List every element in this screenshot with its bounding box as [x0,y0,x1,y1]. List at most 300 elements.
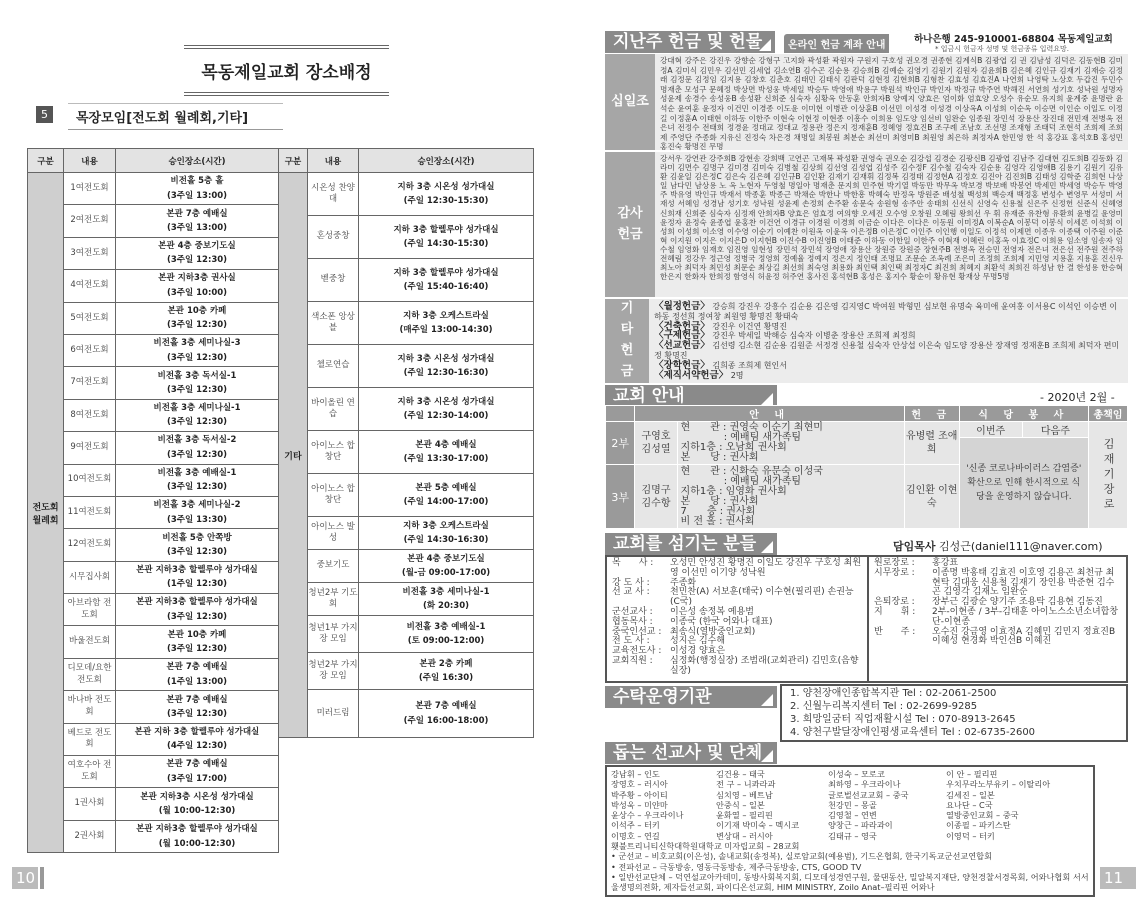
table-row [28,658,279,690]
place-name: 본관 10층 카페 [167,305,227,316]
missionary-item: 장영호 – 러시아 [611,779,668,790]
place-name: 본관 7층 예배실 [166,208,228,219]
service-3-leaders: 김명구 김수항 [635,465,677,529]
servant-role: 목 사 : [612,558,654,568]
table-row [279,302,534,345]
servant-role: 교육전도사 : [612,646,662,657]
offering-type: 〈장학헌금〉 [654,359,710,371]
service-2-duties [677,422,904,465]
place-time: (3주일 12:30) [166,644,228,655]
meeting-name: 벧중창 [308,259,359,302]
other-offering-block [605,299,1128,383]
missions-header [605,742,777,764]
place-time: (3주일 13:00) [166,190,228,201]
meeting-place [359,431,534,474]
trust-item: 4. 양천구발달장애인평생교육센터 Tel : 02-6735-2600 [790,727,1036,738]
col-header-category: 구분 [28,149,64,173]
servant-role: 시무장로 : [874,567,915,578]
meeting-place [116,399,279,431]
meeting-place [116,820,279,852]
table-row [279,583,534,616]
table-row [279,431,534,474]
meeting-place [116,658,279,690]
meeting-name: 8여전도회 [64,399,116,431]
trust-header-text: 수탁운영기관 [613,687,712,707]
table-row [28,496,279,528]
trust-item: 3. 희망일굼터 직업재활시설 Tel : 070-8913-2645 [790,714,1016,725]
table-row [28,334,279,366]
meeting-place [359,583,534,616]
place-time: (주일 12:30-14:00) [403,411,489,421]
offering-header-text: 지난주 헌금 및 헌물 [613,32,763,52]
servant-names: 이은성 송정복 예용범 [670,606,754,617]
duty-line: : 예배팀 새가족팀 [680,475,802,487]
duty-line: 현 관 : 권영숙 이순기 최현미 [680,422,823,433]
servants-box [605,555,1128,683]
info-col-cafeteria: 식 당 봉 사 [959,406,1088,422]
this-week: 이번주 [959,422,1022,438]
cafeteria-notice: '신종 코로나바이러스 감염증' 확산으로 인해 한시적으로 식당을 운영하지 않습니다. [959,438,1088,529]
place-name: 본관 7층 예배실 [415,701,477,712]
meeting-place [116,723,279,755]
offering-names: 강진우 박세일 박해승 심숙자 이병춘 장용산 조희제 최정희 [712,331,916,341]
table-row [28,723,279,755]
meeting-place [116,205,279,237]
missionary-item: 윤화열 – 필리핀 [716,810,773,821]
place-time: (3주일 12:30) [166,385,228,396]
place-name: 비전홀 5층 홀 [170,176,224,187]
corner-icon [759,39,771,51]
missionary-item: 이성숙 – 모로코 [828,769,885,779]
thanks-names: 강서우 강연관 강주희B 강현송 강희백 고연곤 고재복 곽성환 권영숙 권오순 김강섭 김경순 김광신B 김광엽 김남주 김대현 김도희B 김동화 김라미 김면수 김명구 김미경 김미숙 김병철 김상희 김선영 김성엽 김성주 김수정F 김수철 김숙자 김순용 김영각 김영애B 김용기 김원기 김유환 김윤일 김은정C 김은숙 김은혜 김인규B 김인환 김재기 김재휘 김정복 김정태 김정현A 김정호 김진아 김진희B 김태성 김학준 김희현 나상일 남다민 남상용 노 옥 노현자 두영철 명일아 명재춘 문지희 민주현 박기열 박동만 박무옥 박보경 박보배 박봉연 박세민 박세영 박승두 박영주 박유영 박인규 박재서 박종훈 박종근 박채순 박한나 박한흥 박혜숙 반정옥 방원준 배성철 백성희 백승재 백정홍 변성수 변영무 서성미 서재성 서혜임 성경남 성기호 성낙원 성윤제 손정희 손주환 송문숙 송원형 송주안 송태희 신선식 신영숙 신용철 신은주 신정헌 신준식 신혜영 신희재 신희준 심숙자 심정재 안희자B 양효은 엄효정 여의향 오세진 오수영 오창원 오혜림 왕희선 우 휘 유재준 유찬형 유환희 윤병길 윤영미 윤정자 윤정숙 윤종엽 윤홍찬 이건연 이경규 이경원 이경희 이금순 이다은 이다은 이동원 이미정A 이복순A 이봉덕 이봉식 이세론 이석희 이성희 이성희 이소영 이수영 이순기 이예찬 이원옥 이윤옥 이은정B 이은정C 이인주 이인행 이일도 이정석 이제면 이종우 이종택 이주원 이준혁 이지원 이지은 이지은D 이지현B 이진수B 이진영B 이태준 이하동 이한일 이한주 이혁재 이혜린 이홍옥 이효정C 이희용 임소영 임송자 임수철 임영화 임재호 임진영 임현성 장민석 장민석 장영애 장용산 장원증 장원증 장현주B 전병옥 전승민 전영자 전은녀 전은선 전주원 전주하 전혜림 정강우 정근영 정병국 정영희 정예율 정예지 정은지 정인태 조명묘 조문순 조옥례 조은미 조정희 조희제 지민영 지용훈 지용훈 진신우 최노아 최덕자 최민성 최문순 최상길 최선희 최숙영 최용화 최인택 최인택 최정자C 최진희 최혜지 최환석 최희진 하성남 한 결 한성용 한승혁 한은지 한화자 한희정 함영식 허윤정 허주연 홍사진 홍석현B 홍성은 홍지수 황순이 황유현 황재상 무명5명 [660,154,1123,282]
service-2: 2부 [606,422,635,465]
missionary-item: 이종필 – 파키스탄 [946,820,1011,831]
place-time: (3주일 13:00) [166,223,228,234]
offering-type: 〈제직서약헌금〉 [654,369,729,381]
church-info-header [605,385,777,407]
other-offering-item [654,302,1123,322]
place-time: (3주일 12:30) [166,320,228,331]
servants-right [869,557,1126,681]
place-time: (월 10:00-12:30) [158,806,236,817]
place-name: 비전홀 3층 예배실-1 [157,467,237,478]
missionary-item: 변상대 – 러시아 [716,830,773,841]
senior-pastor-name: 김성근(daniel111@naver.com) [939,540,1103,553]
duty-line: 7 층 : 권사회 [680,505,756,517]
servant-role: 원로장로 : [874,558,915,568]
mission-organizations [611,841,1089,892]
trust-item: 1. 양천장애인종합복지관 Tel : 02-2061-2500 [790,688,997,699]
servant-role: 전 도 사 : [612,636,650,647]
trust-header [605,686,777,708]
place-name: 본관 지하3층 할렐루야 성가대실 [136,564,258,575]
meeting-name: 청년2부 기도회 [308,583,359,616]
table-row [28,367,279,399]
other-offering-item [654,341,1123,361]
place-name: 비전홀 3층 세미나실-2 [153,500,241,511]
place-time: (3주일 12:30) [166,352,228,363]
meeting-name: 청년2부 가지장 모임 [308,653,359,690]
other-label: 기타 헌금 [605,299,649,383]
place-name: 본관 2층 카페 [419,658,473,669]
meeting-name: 12여전도회 [64,529,116,561]
place-name: 비전홀 3층 예배실-1 [406,621,486,632]
table-row [279,259,534,302]
offering-names: 강승희 강진우 강흥수 김순용 김은영 김지영C 박여원 박형민 심보현 유명숙 육미애 윤여홍 이서용C 이석인 이승변 이하동 정선희 정여창 최원영 황명진 황태숙 [654,302,1118,321]
meeting-name: 청년1부 가지장 모임 [308,616,359,653]
place-name: 지하 3층 오케스트라실 [403,520,489,531]
table-row [279,173,534,216]
table-row [279,653,534,690]
meeting-place [116,432,279,464]
servant-names: 오성민 안성진 황명진 이일도 강진우 구호성 최원영 이선민 이기양 성낙원 [670,558,862,578]
service-2-offering: 유병렬 조애희 [904,422,959,465]
servant-row [874,628,1121,648]
next-week: 다음주 [1022,422,1088,438]
place-name: 비전홀 3층 독서실-1 [157,370,237,381]
meeting-place [359,388,534,431]
senior-pastor-label: 담임목사 [893,540,936,553]
missionary-item: 최하영 – 우크라이나 [828,779,901,790]
room-assignment-table-left [27,148,279,853]
meeting-place [359,259,534,302]
place-name: 지하 3층 할렐루야 성가대실 [393,267,499,278]
meeting-place [116,302,279,334]
table-row [279,517,534,550]
missionary-item: 박성욱 – 미얀마 [611,799,668,810]
place-name: 본관 10층 카페 [167,629,227,640]
servant-role: 선 교 사 : [612,587,650,598]
meeting-place [116,173,279,205]
servant-names: 천민찬(A) 서보훈(태국) 이수현(필리핀) 손권능(C국) [670,587,854,608]
table-row [28,302,279,334]
servant-row [874,608,1121,628]
place-name: 본관 지하3층 시온성 성가대실 [140,791,254,802]
church-info-header-text: 교회 안내 [613,386,685,406]
place-time: (월-금 09:00-17:00) [401,568,491,578]
missionary-item: 이석주 – 터키 [611,820,660,831]
section-number: 5 [36,106,53,123]
table-row [28,594,279,626]
meeting-place [359,302,534,345]
meeting-name: 2여전도회 [64,205,116,237]
meeting-name: 바울전도회 [64,626,116,658]
place-name: 지하 3층 시온성 성가대실 [397,181,495,192]
place-name: 본관 지하3층 권사실 [158,273,236,284]
servants-header [605,533,777,555]
table-row [279,388,534,431]
place-time: (주일 16:30) [418,673,474,683]
place-time: (1주일 12:30) [166,579,228,590]
table-row [279,474,534,517]
meeting-place [359,690,534,738]
missionary-item: 이영덕 – 터키 [946,830,995,841]
missionary-item: 안중식 – 일본 [716,799,765,810]
meeting-name: 시무집사회 [64,561,116,593]
place-time: (3주일 12:30) [166,708,228,719]
servants-left [607,557,869,681]
meeting-place [359,550,534,583]
meeting-place [359,517,534,550]
missions-header-text: 돕는 선교사 및 단체 [613,743,763,763]
meeting-name: 10여전도회 [64,464,116,496]
servant-role: 은퇴장로 : [874,597,915,608]
corner-icon [761,541,773,553]
table-row [279,616,534,653]
trust-list [780,684,1128,742]
servant-names: 주종화 [670,577,697,588]
meeting-place [359,173,534,216]
offering-type: 〈선교헌금〉 [654,340,710,352]
duty-line: 비 전 홀 : 권사회 [680,515,755,527]
missionary-grid [611,769,1089,841]
servant-names: 오수진 강금영 이효정A 김혜민 김민지 정효진B 이혜성 현경화 박인선B 이혜진 [932,626,1116,647]
place-name: 지하 3층 시온성 성가대실 [397,396,495,407]
missionary-item: 이기재 박미숙 – 멕시코 [716,820,800,831]
duty-line: 본 당 : 권사회 [680,495,759,507]
service-2-leaders: 구영호 김성열 [635,422,677,465]
place-name: 본관 4층 예배실 [415,439,477,450]
meeting-place [116,788,279,820]
place-name: 비전홀 5층 안쪽방 [162,532,232,543]
servant-names: 성지은 김수해 [670,636,726,647]
info-col-blank [606,406,635,422]
meeting-place [116,334,279,366]
missionary-item: 심치영 – 베트남 [716,789,773,800]
meeting-place [116,270,279,302]
place-time: (주일 16:00-18:00) [403,715,489,726]
table-row [28,529,279,561]
meeting-place [116,626,279,658]
servant-row [612,588,862,608]
info-date: - 2020년 2월 - [1040,391,1115,404]
servant-row [612,559,862,579]
place-time: (3주일 12:30) [166,611,228,622]
duty-line: 본 당 : 권사회 [680,452,759,463]
page-number: 10 [12,867,38,889]
other-offering-item [654,331,1123,341]
meeting-place [116,561,279,593]
mission-line: • 군선교 – 비호교회(이은성), 솔내교회(송정복), 실로암교회(예용범), 기드온협회, 한국기독교군선교연합회 [611,851,992,862]
duty-line: 지하1층 : 임영화 권사회 [680,485,787,497]
offering-type: 〈구제헌금〉 [654,330,710,342]
meeting-place [116,237,279,269]
offering-names: 김선령 김소현 김순용 김원준 서정경 신용철 심숙자 안상섭 이은숙 임도양 장용산 장재영 정재훈B 조희제 최덕자 편미정 황명진 [654,341,1120,360]
servant-names: 홍강표 [932,558,959,568]
duty-line: 현 관 : 신화숙 유문숙 이성국 [680,465,823,477]
place-name: 지하 3층 오케스트라실 [403,310,489,321]
missionary-item: 요나단 – C국 [946,799,993,810]
meeting-name: 혼성중창 [308,216,359,259]
meeting-place [116,464,279,496]
col-header-place: 승인장소(시간) [359,149,534,173]
service-3: 3부 [606,465,635,529]
col-header-content: 내용 [64,149,116,173]
meeting-name: 1권사회 [64,788,116,820]
meeting-place [116,367,279,399]
servant-role: 지 휘 : [874,606,916,617]
place-name: 비전홀 3층 세미나실-3 [153,338,241,349]
table-row [28,432,279,464]
place-name: 비전홀 3층 세미나실-1 [402,586,490,597]
meeting-name: 7여전도회 [64,367,116,399]
place-name: 본관 지하3층 할렐루야 성가대실 [136,597,258,608]
place-time: (주일 12:30-16:30) [403,368,489,378]
corner-icon [761,694,773,706]
meeting-name: 아브라함 전도회 [64,594,116,626]
mission-line: • 전파선교 – 극동방송, 영동극동방송, 제주극동방송, CTS, GOOD TV [611,861,862,872]
missionary-item: 글로벌선교교회 – 중국 [828,789,909,800]
meeting-place [359,216,534,259]
place-time: (주일 14:30-16:30) [403,535,489,545]
meeting-name: 3여전도회 [64,237,116,269]
missionary-item: 강남휘 – 인도 [611,769,660,779]
servant-role: 반 주 : [874,626,916,637]
offering-type: 〈월정헌금〉 [654,301,710,312]
place-time: (3주일 12:30) [166,417,228,428]
place-time: (주일 15:40-16:40) [403,282,489,292]
meeting-place [116,529,279,561]
missionary-item: 김건용 – 태국 [716,769,765,779]
servant-role: 협동목사 : [612,616,653,627]
info-col-offering: 헌 금 [904,406,959,422]
corner-icon [761,393,773,405]
place-name: 본관 4층 중보기도실 [158,241,236,252]
missionary-item: 윤상수 – 우크라이나 [611,810,684,821]
place-name: 본관 4층 중보기도실 [407,553,485,564]
tithe-names: 강대혁 강주은 강진우 강향순 강형구 고지화 곽성환 곽원자 구원지 구호성 권오경 권종현 김계식B 김광엽 김 권 김남성 김덕은 김동현B 김미정A 김미식 김민우 김선민 김세엽 김소연B 김수곤 김순용 김승희B 김예순 김영기 김원기 김원자 김윤희B 김은혜 김인규 김재기 김재승 김정래 김정문 김정임 김지용 김창호 김춘호 김태민 김태식 김판덕 김현정 김현희B 김형찬 김효성 김효진A 나연희 나영탁 노상호 두갑진 두민수 명재춘 모성구 문혜정 박상면 박성웅 박세일 박승두 박영애 박용구 박원석 박인규 박인자 박정규 박주연 박해진 서연희 성기호 성낙원 성명자 성윤제 송경수 송성웅B 송성환 신희준 심숙자 심황옥 안동훈 안희자B 양예지 양효은 엄이화 엄효양 오성수 유순모 유지희 윤계중 윤명란 윤석순 윤여훈 윤정자 이건민 이경종 이도윤 이미현 이병관 이상훈B 이선민 이성경 이성경 이상옥A 이성희 이순옥 이승면 이인순 이일도 이정길 이정훈A 이태현 이하동 이한주 이현숙 이현정 이현종 이흥수 이희용 임도양 임선비 임완순 임종원 장민석 장용산 장진대 전민재 전병옥 전은녀 전정수 전태희 정경윤 정대교 정대교 정용관 정은지 정재훈B 정혜영 정효진B 조구례 조남호 조선명 조재형 조태덕 조현석 조희제 조희제 주영단 주종화 지유신 진정숙 차은경 채명일 최봉원 최분순 최선미 최영미B 최원영 최은하 최정자A 한민영 한 석 홍강표 홍석호B 홍성민 홍진숙 황명진 무명 [660,56,1123,152]
tithe-label: 십일조 [605,54,655,150]
place-time: (월 10:00-12:30) [158,838,236,849]
place-name: 본관 7층 예배실 [166,759,228,770]
info-col-chief: 총책임 [1089,406,1128,422]
col-header-category: 구분 [279,149,308,173]
other-offering-list [649,299,1128,383]
missionary-item: 박주황 – 아이티 [611,789,668,800]
table-row [28,820,279,852]
corner-icon [761,750,773,762]
page-number-bar [40,867,44,889]
missionary-item: 김세진 – 일본 [946,789,995,800]
place-name: 비전홀 3층 독서실-2 [157,435,237,446]
meeting-name: 디모데/요한 전도회 [64,658,116,690]
meeting-name: 미러드림 [308,690,359,738]
table-row [28,626,279,658]
meeting-name: 여호수아 전도회 [64,756,116,788]
servant-row [612,657,862,677]
missions-box [605,765,1095,897]
table-row [279,690,534,738]
servant-row [874,569,1121,598]
trust-item: 2. 신월누리복지센터 Tel : 02-2699-9285 [790,701,978,712]
place-time: (4주일 12:30) [166,741,228,752]
missionary-item: 김영철 – 연변 [828,810,877,821]
place-time: (3주일 12:30) [166,255,228,266]
meeting-place [359,474,534,517]
thanks-block [605,152,1128,297]
servants-header-text: 교회를 섬기는 분들 [613,534,757,554]
servant-role: 교회직원 : [612,655,653,666]
table-row [28,464,279,496]
meeting-place [359,345,534,388]
meeting-name: 1여전도회 [64,173,116,205]
missionary-item: 이명호 – 연길 [611,830,660,841]
servant-names: 장부근 김광순 양기주 조용탁 김용현 김동진 [932,597,1103,608]
page-number: 11 [1100,867,1136,889]
senior-pastor [893,538,1103,554]
table-row [28,788,279,820]
table-row [28,270,279,302]
meeting-name: 9여전도회 [64,432,116,464]
servant-names: 이종국 (한국 어와나 대표) [670,616,773,627]
meeting-name: 2권사회 [64,820,116,852]
meeting-name: 아이노스 합창단 [308,431,359,474]
place-name: 본관 7층 예배실 [166,694,228,705]
place-name: 본관 지하3층 할렐루야 성가대실 [136,824,258,835]
missionary-item: 천강민 – 몽골 [828,799,877,810]
missionary-item: 우치무라노부유키 – 이탈리아 [946,779,1051,790]
room-assignment-table-right [278,148,534,738]
place-time: (3주일 17:00) [166,773,228,784]
info-col-guide: 안 내 [635,406,904,422]
meeting-name: 아이노스 합창단 [308,474,359,517]
place-name: 본관 지하 3층 할렐루야 성가대실 [134,726,260,737]
tithe-block [605,54,1128,150]
missionary-item: 김태규 – 영국 [828,830,877,841]
online-offering-label: 온라인 헌금 계좌 안내 [784,34,889,53]
church-info-table [605,405,1128,529]
mission-line: • 일반선교단체 – 덕연설교아카데미, 동방사회복지회, 디모데성경연구원, 물댄동산, 밀알복지재단, 양천경찰서경목회, 어와나협회 서서울생명의전화, 제자들선교회, 파이디온선교회, HIM MINISTRY, Zoilo Anat–필리핀 어와나 [611,871,1089,893]
place-name: 본관 5층 예배실 [415,482,477,493]
meeting-name: 바나바 전도회 [64,691,116,723]
servant-names: 최송식(열방중인교회) [670,626,756,637]
meeting-name: 4여전도회 [64,270,116,302]
place-time: (주일 14:00-17:00) [403,497,489,507]
col-header-content: 내용 [308,149,359,173]
place-time: (화 20:30) [423,601,469,611]
servant-names: 심정화(행정실장) 조범래(교회관리) 김민호(음향실장) [670,655,859,676]
duty-line: : 예배팀 새가족팀 [680,432,802,443]
servant-role: 중국인선교 : [612,626,662,637]
chief-name: 김재기장로 [1089,422,1128,529]
meeting-name: 중보기도 [308,550,359,583]
meeting-place [116,756,279,788]
meeting-place [116,691,279,723]
place-name: 비전홀 3층 세미나실-1 [153,402,241,413]
col-header-place: 승인장소(시간) [116,149,279,173]
offering-names: 강진우 이건연 황명진 [712,321,787,331]
place-name: 본관 7층 예배실 [166,662,228,673]
group-label: 기타 [279,173,308,738]
place-time: (3주일 12:30) [166,482,228,493]
missionary-item: 이 안 – 필리핀 [946,769,998,779]
table-row [28,756,279,788]
account-note: * 입금시 헌금자 성명 및 헌금종류 입력요망. [935,45,1070,53]
offering-names: 김희종 조희제 현인서 [712,360,787,370]
meeting-name: 아이노스 발성 [308,517,359,550]
meeting-name: 색소폰 앙상블 [308,302,359,345]
bank-account: 하나은행 245-910001-68804 목동제일교회 [914,34,1113,45]
table-row [279,216,534,259]
place-time: (주일 14:30-15:30) [403,239,489,249]
place-name: 지하 3층 시온성 성가대실 [397,353,495,364]
missionary-item: 양창근 – 파라과이 [828,820,893,831]
meeting-name: 첼로연습 [308,345,359,388]
place-time: (주일 13:30-17:00) [403,454,489,464]
meeting-place [359,616,534,653]
missionary-item: 열방중인교회 – 중국 [946,810,1019,821]
servant-names: 이종명 박홍태 김효진 이호영 김용곤 최천규 최현탁 김대웅 신용철 김재기 장인용 박준현 김수곤 김영각 김재노 임완순 [932,567,1115,598]
